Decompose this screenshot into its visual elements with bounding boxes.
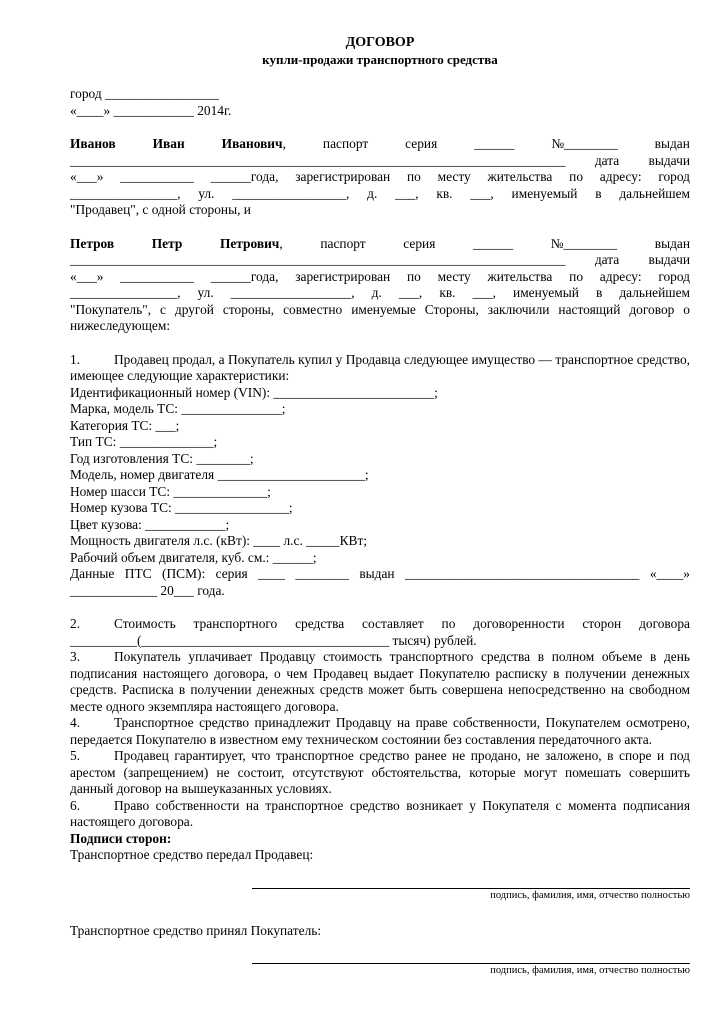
clause-2-body: Стоимость транспортного средства составляет по договоренности сторон договора __________(_____________________________________ тысяч) рублей.	[70, 616, 690, 648]
clause-4-body: Транспортное средство принадлежит Продавцу на праве собственности, Покупателем осмотрено, передается Покупателю в известном ему техническом состоянии без составления передаточного акта.	[70, 715, 690, 747]
buyer-signature-label: Транспортное средство принял Покупатель:	[70, 922, 322, 938]
buyer-first-name: Петр	[151, 235, 183, 251]
clause-6-number: 6.	[70, 797, 81, 813]
vehicle-field: Номер шасси ТС: ______________;	[70, 483, 271, 499]
buyer-patronymic-wrap: Петрович,	[219, 235, 283, 251]
vehicle-field: Номер кузова ТС: _________________;	[70, 500, 293, 515]
clause-2-number: 2.	[70, 616, 81, 631]
buyer-signature-caption: подпись, фамилия, имя, отчество полностью	[490, 965, 690, 976]
clause-5-number: 5.	[70, 748, 81, 763]
buyer-surname: Петров	[70, 235, 115, 251]
vehicle-field: Мощность двигателя л.с. (кВт): ____ л.с. _____КВт;	[70, 533, 368, 548]
buyer-line-5: "Покупатель", с другой стороны, совместно именуемые Стороны, заключили настоящий договор о нижеследующем:	[70, 301, 690, 333]
clause-2	[70, 616, 690, 649]
buyer-series-blank: ______	[472, 235, 514, 251]
document-title: ДОГОВОР	[345, 35, 415, 50]
clause-6-body: Право собственности на транспортное средство возникает у Покупателя с момента подписания настоящего договора.	[70, 797, 690, 829]
seller-patronymic: Иванович	[221, 136, 283, 151]
vehicle-field: Цвет кузова: ____________;	[70, 516, 230, 532]
signatures-heading: Подписи сторон:	[70, 830, 172, 846]
buyer-patronymic: Петрович	[219, 235, 280, 251]
buyer-signature-line	[252, 939, 690, 964]
buyer-line-2: __________________________________________________________________________ дата выдачи	[70, 252, 690, 267]
clause-4-number: 4.	[70, 715, 81, 730]
document-subtitle: купли-продажи транспортного средства	[262, 52, 498, 67]
seller-passport-label: паспорт	[322, 136, 369, 151]
clause-3-body: Покупатель уплачивает Продавцу стоимость транспортного средства в полном объеме в день подписания настоящего договора, о чем Продавец выдает Покупателю расписку в получении денежных средств. Расписка в получении денежных средств может быть совершена непосредственно на свободном месте одного экземпляра настоящего договора.	[70, 649, 690, 714]
buyer-passport-label: паспорт	[320, 235, 366, 251]
seller-number-blank: №________	[551, 136, 618, 151]
clause-1-body: Продавец продал, а Покупатель купил у Продавца следующее имущество — транспортное средство, имеющее следующие характеристики:	[70, 351, 690, 383]
vehicle-field: Модель, номер двигателя ______________________;	[70, 467, 369, 482]
vehicle-field: Марка, модель ТС: _______________;	[70, 401, 286, 416]
seller-signature-line	[252, 864, 690, 889]
clause-1-number: 1.	[70, 351, 81, 367]
clause-5-body: Продавец гарантирует, что транспортное средство ранее не продано, не заложено, в споре и под арестом (запрещением) не состоит, отсутствуют обстоятельства, которые могут помешать совершить данный договор на вышеуказанных условиях.	[70, 748, 690, 796]
clause-4	[70, 715, 690, 748]
buyer-number-blank: №________	[550, 235, 618, 251]
seller-line-4: ________________, ул. _________________, д. ___, кв. ___, именуемый в дальнейшем	[70, 185, 690, 201]
clause-5	[70, 748, 690, 798]
contract-document	[70, 34, 690, 978]
clause-1-text	[70, 352, 690, 385]
buyer-line-1	[70, 236, 690, 253]
vehicle-field: Идентификационный номер (VIN): ________________________;	[70, 384, 438, 400]
seller-line-2: __________________________________________________________________________ дата выдачи	[70, 152, 690, 168]
seller-line-3: «___» ___________ ______года, зарегистрирован по месту жительства по адресу: город	[70, 169, 690, 184]
seller-signature-label: Транспортное средство передал Продавец:	[70, 847, 314, 862]
seller-section	[70, 136, 690, 219]
vehicle-field: Рабочий объем двигателя, куб. см.: ______;	[70, 549, 317, 565]
buyer-issued-label: выдан	[654, 235, 690, 251]
date-line: «____» ____________ 2014г.	[70, 102, 232, 118]
vehicle-field: _____________ 20___ года.	[70, 582, 225, 598]
buyer-line-4: ________________, ул. __________________, д. ___, кв. ___, именуемый в дальнейшем	[70, 285, 690, 300]
clause-3-number: 3.	[70, 649, 81, 664]
vehicle-field: Категория ТС: ___;	[70, 417, 180, 433]
buyer-series-label: серия	[403, 235, 436, 251]
vehicle-field: Тип ТС: ______________;	[70, 434, 218, 449]
clause-3	[70, 649, 690, 715]
buyer-line-3: «___» ___________ ______года, зарегистрирован по месту жительства по адресу: город	[70, 268, 690, 284]
clause-6	[70, 798, 690, 831]
seller-surname: Иванов	[70, 136, 116, 151]
clause-1	[70, 352, 690, 600]
seller-signature-caption: подпись, фамилия, имя, отчество полностью	[490, 889, 690, 901]
seller-first-name: Иван	[152, 136, 185, 151]
seller-series-blank: ______	[474, 136, 515, 151]
seller-line-5: "Продавец", с одной стороны, и	[70, 202, 251, 217]
buyer-section	[70, 236, 690, 335]
city-line: город _________________	[70, 86, 219, 101]
vehicle-field: Данные ПТС (ПСМ): серия ____ ________ выдан ___________________________________ «____»	[70, 566, 690, 581]
vehicle-field: Год изготовления ТС: ________;	[70, 450, 254, 466]
seller-patronymic-wrap: Иванович,	[221, 136, 286, 151]
seller-line-1	[70, 136, 690, 153]
seller-issued-label: выдан	[654, 136, 690, 151]
seller-series-label: серия	[405, 136, 438, 151]
